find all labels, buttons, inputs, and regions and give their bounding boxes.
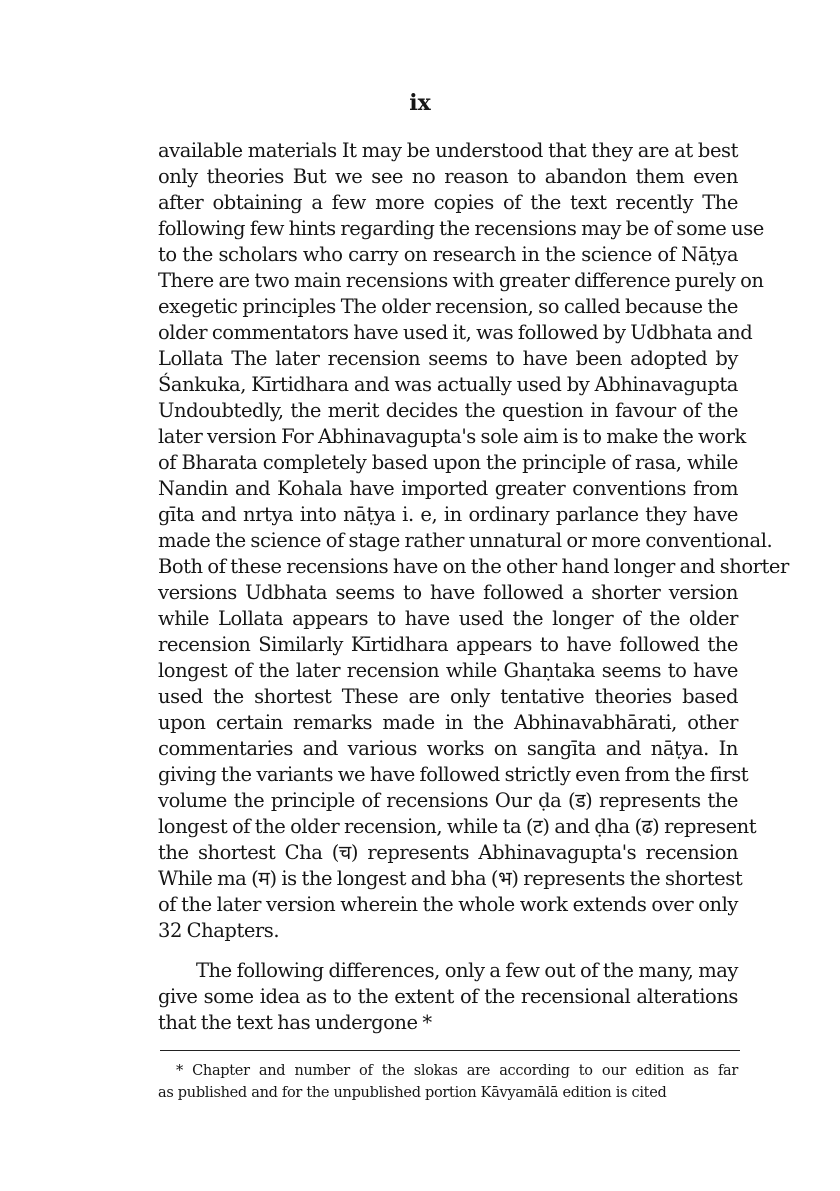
- text-line: Both of these recensions have on the other hand longer and shorter: [158, 555, 789, 578]
- text-line: exegetic principles The older recension, so called because the: [158, 295, 738, 318]
- text-line: Lollata The later recension seems to have been adopted by: [158, 347, 738, 370]
- footnote: [158, 1060, 738, 1104]
- text-line: Undoubtedly, the merit decides the question in favour of the: [158, 399, 738, 422]
- footnote-divider: [160, 1050, 740, 1051]
- page-number: ix: [409, 90, 431, 116]
- text-line: longest of the later recension while Ghaṇtaka seems to have: [158, 659, 738, 682]
- text-line: 32 Chapters.: [158, 919, 280, 942]
- text-line: commentaries and various works on sangīta and nāṭya. In: [158, 737, 738, 760]
- text-line: Śankuka, Kīrtidhara and was actually used by Abhinavagupta: [158, 373, 738, 396]
- footnote-line: as published and for the unpublished portion Kāvyamālā edition is cited: [158, 1085, 667, 1101]
- text-line: while Lollata appears to have used the longer of the older: [158, 607, 738, 630]
- text-line: give some idea as to the extent of the recensional alterations: [158, 985, 738, 1008]
- text-line: Nandin and Kohala have imported greater conventions from: [158, 477, 738, 500]
- text-line: available materials It may be understood that they are at best: [158, 139, 738, 162]
- text-line: longest of the older recension, while ta (ट) and ḍha (ढ) represent: [158, 815, 757, 838]
- text-line: used the shortest These are only tentative theories based: [158, 685, 738, 708]
- paragraph-recensions: [158, 138, 789, 944]
- text-line: upon certain remarks made in the Abhinavabhārati, other: [158, 711, 738, 734]
- text-line: The following differences, only a few out of the many, may: [196, 959, 738, 982]
- text-line: of Bharata completely based upon the principle of rasa, while: [158, 451, 738, 474]
- text-line: recension Similarly Kīrtidhara appears to have followed the: [158, 633, 738, 656]
- text-line: of the later version wherein the whole work extends over only: [158, 893, 738, 916]
- text-line: after obtaining a few more copies of the text recently The: [158, 191, 738, 214]
- paragraph-differences: [158, 958, 738, 1036]
- text-line: volume the principle of recensions Our ḍa (ड) represents the: [158, 789, 738, 812]
- text-line: the shortest Cha (च) represents Abhinavagupta's recension: [158, 841, 738, 864]
- text-line: While ma (म) is the longest and bha (भ) represents the shortest: [158, 867, 743, 890]
- text-line: that the text has undergone *: [158, 1011, 432, 1034]
- text-line: made the science of stage rather unnatural or more conventional.: [158, 529, 773, 552]
- text-line: to the scholars who carry on research in the science of Nāṭya: [158, 243, 738, 266]
- text-line: only theories But we see no reason to abandon them even: [158, 165, 738, 188]
- text-line: following few hints regarding the recensions may be of some use: [158, 217, 764, 240]
- text-line: There are two main recensions with greater difference purely on: [158, 269, 764, 292]
- footnote-line: * Chapter and number of the slokas are according to our edition as far: [176, 1063, 738, 1079]
- text-line: gīta and nrtya into nāṭya i. e, in ordinary parlance they have: [158, 503, 738, 526]
- text-line: versions Udbhata seems to have followed a shorter version: [158, 581, 738, 604]
- text-line: later version For Abhinavagupta's sole aim is to make the work: [158, 425, 746, 448]
- body-text: [158, 138, 789, 1036]
- text-line: giving the variants we have followed strictly even from the first: [158, 763, 749, 786]
- text-line: older commentators have used it, was followed by Udbhata and: [158, 321, 753, 344]
